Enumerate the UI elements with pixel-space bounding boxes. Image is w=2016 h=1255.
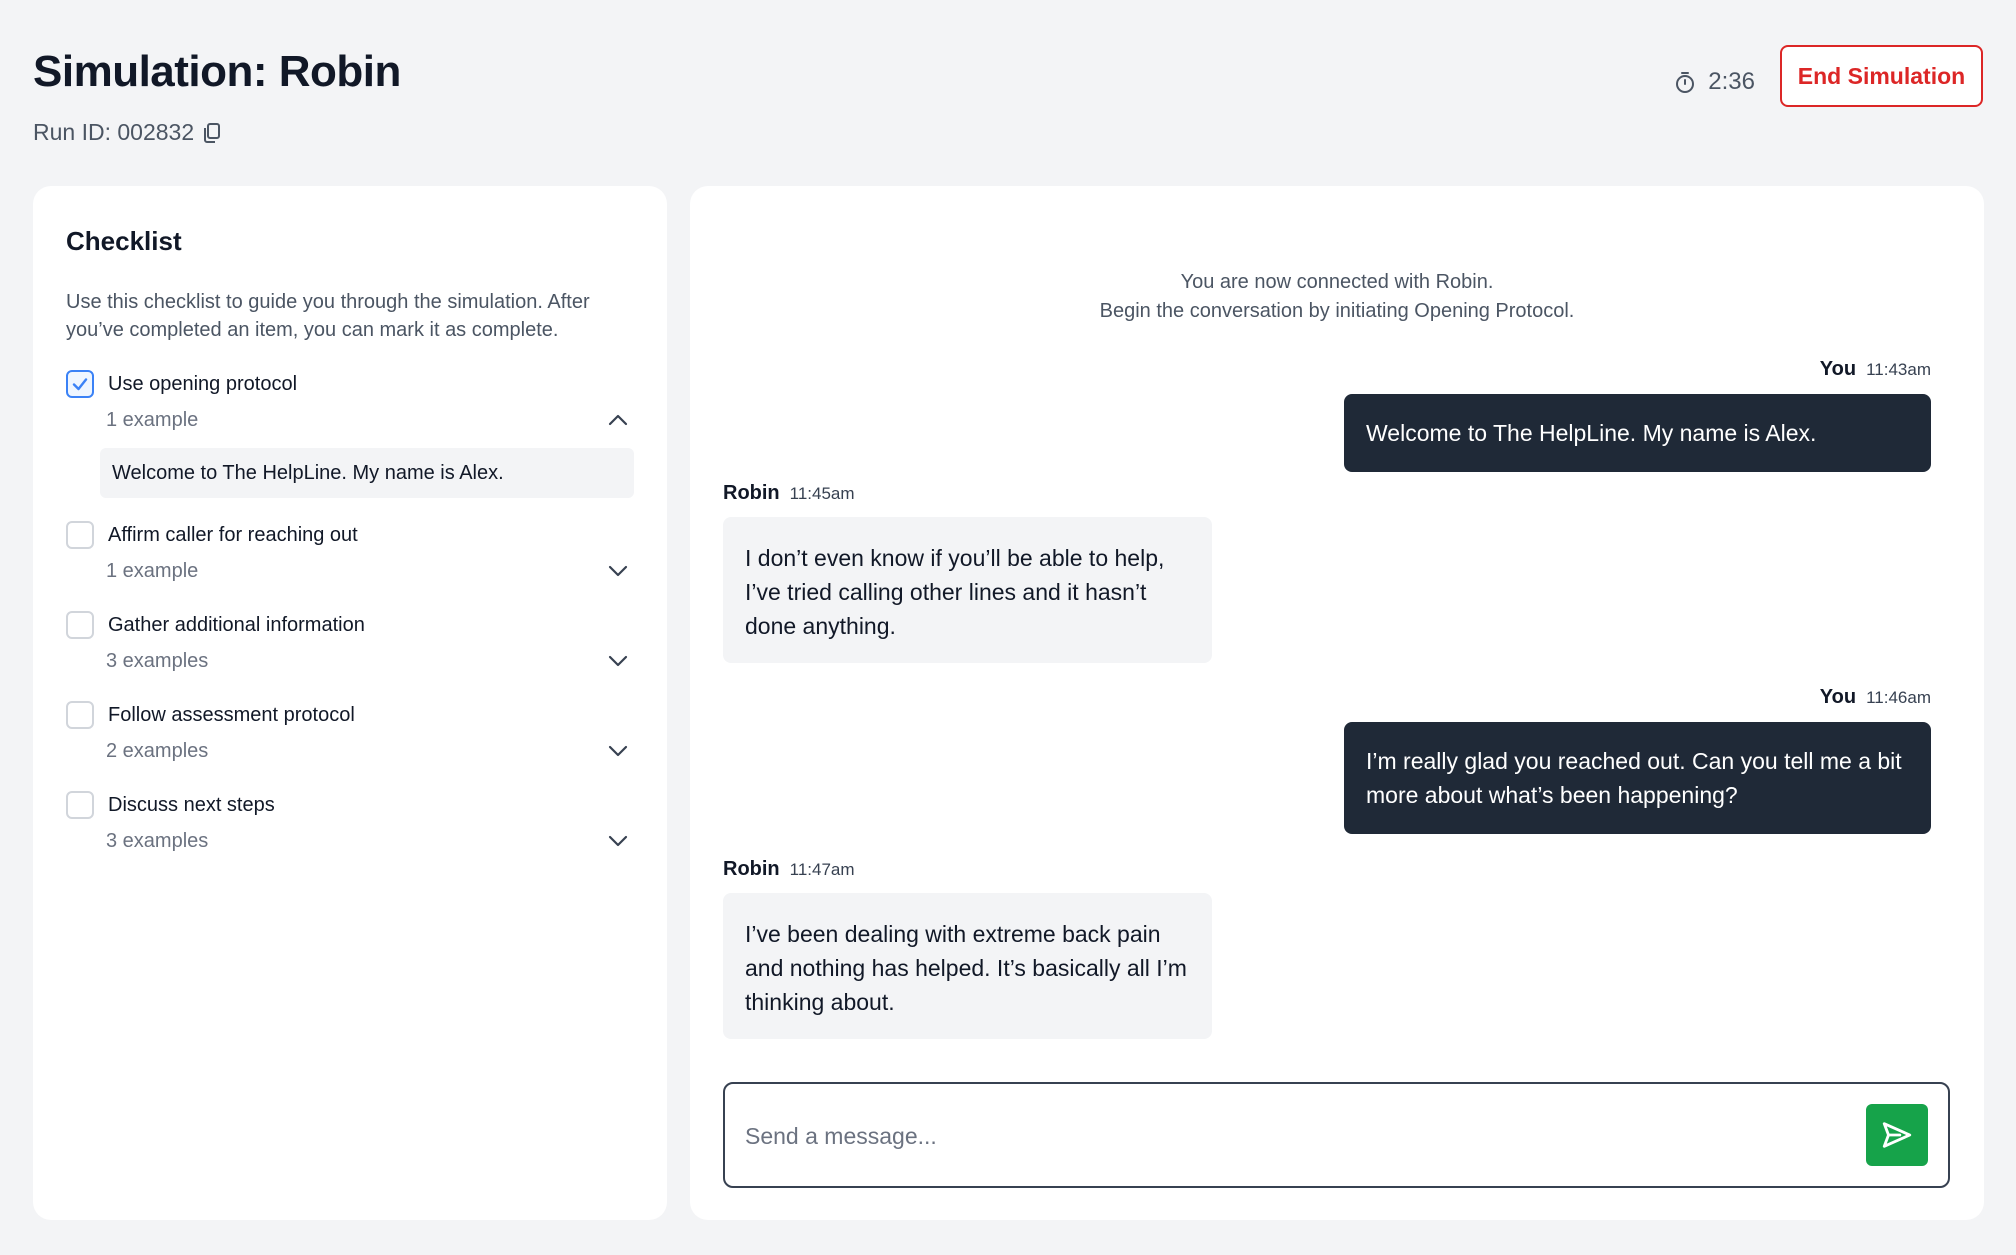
- checkbox[interactable]: [66, 370, 94, 398]
- stopwatch-icon: [1674, 70, 1696, 94]
- message-bubble: Welcome to The HelpLine. My name is Alex.: [1344, 394, 1931, 472]
- message-time: 11:47am: [789, 860, 855, 879]
- examples-count: 2 examples: [106, 739, 209, 762]
- message-bubble: I’m really glad you reached out. Can you tell me a bit more about what’s been happening?: [1344, 722, 1931, 834]
- checklist-item: [66, 607, 634, 697]
- examples-count: 3 examples: [106, 649, 209, 672]
- page-header: [33, 44, 1983, 154]
- checklist-item-label: Affirm caller for reaching out: [108, 523, 358, 546]
- page-title: Simulation: Robin: [33, 47, 401, 96]
- example-text: Welcome to The HelpLine. My name is Alex.: [100, 448, 634, 498]
- message-time: 11:46am: [1866, 688, 1931, 707]
- chevron-down-icon[interactable]: [606, 559, 630, 583]
- send-icon: [1880, 1118, 1914, 1152]
- checklist-item: [66, 697, 634, 787]
- connection-line-1: You are now connected with Robin.: [1180, 271, 1494, 293]
- message-time: 11:45am: [789, 484, 855, 503]
- message-input[interactable]: [745, 1114, 1825, 1158]
- chat-panel: [690, 186, 1984, 1220]
- send-button[interactable]: [1866, 1104, 1928, 1166]
- checklist-item-label: Discuss next steps: [108, 793, 275, 816]
- sender-name: You: [1819, 686, 1857, 708]
- checklist-item: [66, 366, 634, 507]
- checklist-item: [66, 517, 634, 607]
- check-icon: [71, 375, 89, 393]
- sender-name: Robin: [723, 858, 780, 880]
- sender-name: You: [1819, 358, 1857, 380]
- checklist-item-label: Use opening protocol: [108, 372, 298, 395]
- chevron-down-icon[interactable]: [606, 649, 630, 673]
- chevron-up-icon[interactable]: [606, 408, 630, 432]
- message-bubble: I’ve been dealing with extreme back pain and nothing has helped. It’s basically all I’m thinking about.: [723, 893, 1212, 1039]
- chevron-down-icon[interactable]: [606, 739, 630, 763]
- checklist-panel: [33, 186, 667, 1220]
- examples-count: 1 example: [106, 559, 199, 582]
- message-meta: [1820, 358, 1931, 381]
- timer: [1674, 62, 1755, 102]
- checkbox[interactable]: [66, 791, 94, 819]
- message-composer: [723, 1082, 1950, 1188]
- connection-notice: [690, 268, 1984, 326]
- examples-count: 3 examples: [106, 829, 209, 852]
- checklist-title: Checklist: [66, 226, 182, 256]
- connection-line-2: Begin the conversation by initiating Opening Protocol.: [1099, 300, 1575, 322]
- timer-value: 2:36: [1708, 68, 1755, 95]
- message-meta: [1820, 686, 1931, 709]
- checkbox[interactable]: [66, 521, 94, 549]
- run-id: [33, 119, 222, 146]
- examples-count: 1 example: [106, 408, 199, 431]
- end-simulation-button[interactable]: End Simulation: [1780, 45, 1983, 107]
- copy-icon[interactable]: [202, 122, 222, 144]
- checkbox[interactable]: [66, 611, 94, 639]
- checklist-description: Use this checklist to guide you through the simulation. After you’ve completed an item, you can mark it as complete.: [66, 291, 590, 341]
- chevron-down-icon[interactable]: [606, 829, 630, 853]
- message-meta: [723, 858, 855, 881]
- run-id-text: Run ID: 002832: [33, 119, 195, 145]
- checklist-item-label: Follow assessment protocol: [108, 703, 355, 726]
- message-meta: [723, 482, 855, 505]
- message-bubble: I don’t even know if you’ll be able to help, I’ve tried calling other lines and it hasn’t done anything.: [723, 517, 1212, 663]
- checklist-item-label: Gather additional information: [108, 613, 365, 636]
- message-time: 11:43am: [1866, 360, 1931, 379]
- checklist-item: [66, 787, 634, 877]
- checklist-items: [66, 366, 634, 877]
- checkbox[interactable]: [66, 701, 94, 729]
- sender-name: Robin: [723, 482, 780, 504]
